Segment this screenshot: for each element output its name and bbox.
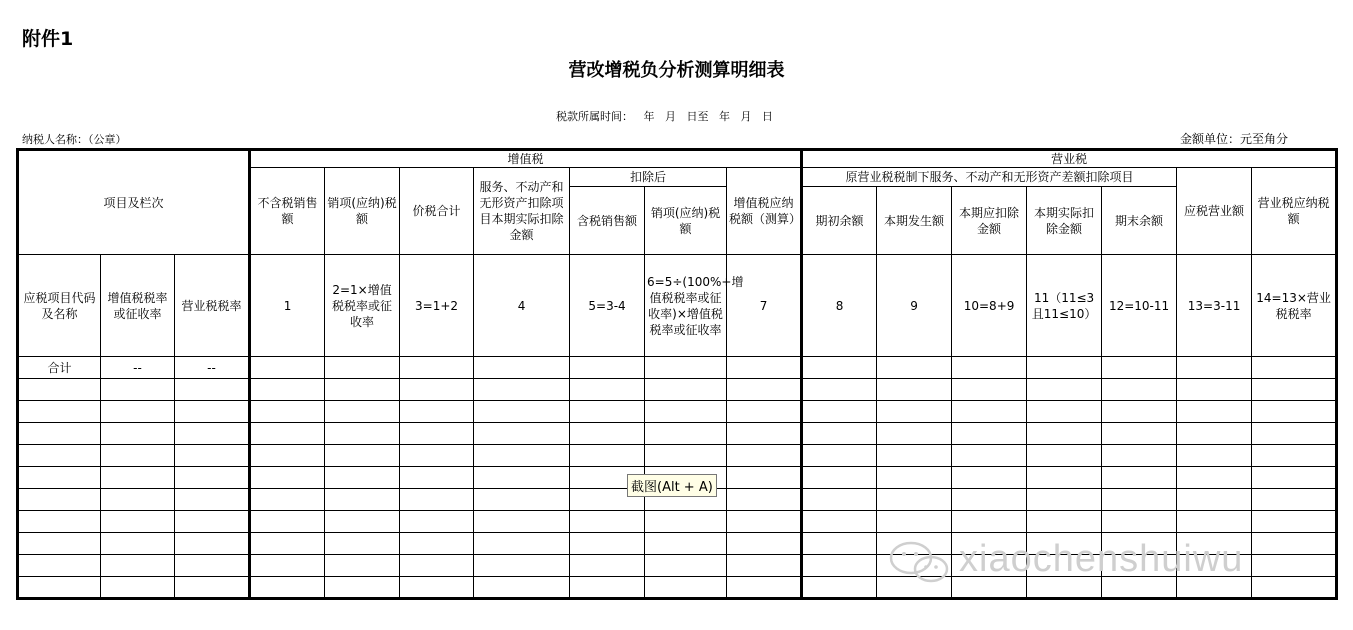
table-cell[interactable] (250, 445, 325, 467)
table-cell[interactable] (18, 379, 101, 401)
table-cell[interactable] (570, 533, 645, 555)
total-business-rate: -- (175, 357, 250, 379)
table-cell[interactable] (1252, 445, 1337, 467)
table-cell[interactable] (877, 467, 952, 489)
col-header-7: 增值税应纳税额（测算） (727, 168, 802, 255)
table-cell[interactable] (18, 445, 101, 467)
table-cell[interactable] (877, 445, 952, 467)
table-cell[interactable] (474, 379, 570, 401)
tax-period: 税款所属时间： 年 月 日至 年 月 日 (556, 110, 773, 123)
col-header-1: 不含税销售额 (250, 168, 325, 255)
table-cell[interactable] (175, 489, 250, 511)
table-cell[interactable] (400, 533, 474, 555)
table-cell[interactable] (101, 577, 175, 599)
formula-7: 7 (727, 255, 802, 357)
table-cell[interactable] (727, 511, 802, 533)
table-cell[interactable] (1102, 467, 1177, 489)
table-cell[interactable] (727, 467, 802, 489)
watermark (885, 538, 1315, 586)
table-cell[interactable] (325, 511, 400, 533)
table-cell[interactable] (400, 401, 474, 423)
table-cell[interactable] (645, 357, 727, 379)
table-row (18, 511, 1337, 533)
total-vat-rate: -- (101, 357, 175, 379)
table-cell[interactable] (175, 467, 250, 489)
table-cell[interactable] (400, 511, 474, 533)
table-cell[interactable] (570, 423, 645, 445)
tax-analysis-table (16, 148, 1338, 600)
table-cell[interactable] (877, 423, 952, 445)
formula-13: 13=3-11 (1177, 255, 1252, 357)
col-header-5: 含税销售额 (570, 187, 645, 255)
table-cell[interactable] (645, 401, 727, 423)
table-cell[interactable] (175, 401, 250, 423)
table-cell[interactable] (250, 379, 325, 401)
table-cell[interactable] (1102, 379, 1177, 401)
table-cell[interactable] (474, 401, 570, 423)
table-cell[interactable] (250, 489, 325, 511)
table-cell[interactable] (727, 379, 802, 401)
table-cell[interactable] (400, 555, 474, 577)
table-cell[interactable] (474, 511, 570, 533)
table-cell[interactable] (18, 555, 101, 577)
col-header-12: 期末余额 (1102, 187, 1177, 255)
formula-10: 10=8+9 (952, 255, 1027, 357)
table-cell[interactable] (325, 423, 400, 445)
col-header-8: 期初余额 (802, 187, 877, 255)
table-cell[interactable] (400, 357, 474, 379)
col-header-4: 服务、不动产和无形资产扣除项目本期实际扣除金额 (474, 168, 570, 255)
table-cell[interactable] (175, 555, 250, 577)
table-cell[interactable] (400, 379, 474, 401)
formula-9: 9 (877, 255, 952, 357)
table-row (18, 379, 1337, 401)
row-header-item-code: 应税项目代码及名称 (18, 255, 101, 357)
table-cell[interactable] (325, 489, 400, 511)
screenshot-tooltip: 截图(Alt + A) (627, 474, 717, 497)
after-deduction-header: 扣除后 (570, 168, 727, 187)
table-cell[interactable] (1027, 445, 1102, 467)
table-cell[interactable] (400, 445, 474, 467)
table-cell[interactable] (952, 467, 1027, 489)
col-header-2: 销项(应纳)税额 (325, 168, 400, 255)
table-cell[interactable] (570, 401, 645, 423)
table-cell[interactable] (570, 577, 645, 599)
table-cell[interactable] (175, 379, 250, 401)
row-header-vat-rate: 增值税税率或征收率 (101, 255, 175, 357)
corner-header: 项目及栏次 (18, 150, 250, 255)
table-cell[interactable] (175, 423, 250, 445)
table-cell[interactable] (645, 577, 727, 599)
table-cell[interactable] (18, 489, 101, 511)
table-cell[interactable] (175, 533, 250, 555)
table-cell[interactable] (250, 555, 325, 577)
table-cell[interactable] (18, 533, 101, 555)
attachment-label: 附件1 (22, 28, 74, 50)
vat-group-header: 增值税 (250, 150, 802, 168)
table-cell[interactable] (250, 357, 325, 379)
table-cell[interactable] (101, 401, 175, 423)
table-cell[interactable] (802, 357, 877, 379)
table-cell[interactable] (1102, 423, 1177, 445)
formula-14: 14=13×营业税税率 (1252, 255, 1337, 357)
table-cell[interactable] (952, 357, 1027, 379)
table-cell[interactable] (474, 533, 570, 555)
table-cell[interactable] (18, 467, 101, 489)
table-cell[interactable] (474, 577, 570, 599)
col-header-9: 本期发生额 (877, 187, 952, 255)
table-cell[interactable] (1177, 379, 1252, 401)
table-cell[interactable] (877, 489, 952, 511)
watermark-text: xiaochenshuiwu (959, 538, 1244, 580)
table-cell[interactable] (474, 423, 570, 445)
table-cell[interactable] (727, 423, 802, 445)
table-cell[interactable] (474, 445, 570, 467)
table-cell[interactable] (570, 445, 645, 467)
row-header-business-rate: 营业税税率 (175, 255, 250, 357)
table-cell[interactable] (400, 489, 474, 511)
table-cell[interactable] (877, 357, 952, 379)
table-cell[interactable] (400, 467, 474, 489)
table-cell[interactable] (175, 511, 250, 533)
taxpayer-name: 纳税人名称：（公章） (22, 133, 127, 146)
table-cell[interactable] (952, 511, 1027, 533)
table-cell[interactable] (645, 511, 727, 533)
table-cell[interactable] (101, 533, 175, 555)
formula-8: 8 (802, 255, 877, 357)
formula-4: 4 (474, 255, 570, 357)
table-cell[interactable] (325, 533, 400, 555)
table-cell[interactable] (645, 555, 727, 577)
table-cell[interactable] (18, 577, 101, 599)
table-cell[interactable] (1027, 467, 1102, 489)
table-cell[interactable] (645, 445, 727, 467)
table-cell[interactable] (1252, 401, 1337, 423)
table-cell[interactable] (325, 445, 400, 467)
table-cell[interactable] (1252, 357, 1337, 379)
table-cell[interactable] (1252, 511, 1337, 533)
table-cell[interactable] (474, 555, 570, 577)
table-cell[interactable] (570, 357, 645, 379)
table-cell[interactable] (1027, 511, 1102, 533)
table-cell[interactable] (1027, 357, 1102, 379)
table-cell[interactable] (952, 423, 1027, 445)
col-header-13: 应税营业额 (1177, 168, 1252, 255)
document-title: 营改增税负分析测算明细表 (568, 60, 785, 81)
table-cell[interactable] (877, 379, 952, 401)
formula-6: 6=5÷(100%+增值税税率或征收率)×增值税税率或征收率 (645, 255, 727, 357)
table-row (18, 401, 1337, 423)
table-cell[interactable] (175, 577, 250, 599)
amount-unit: 金额单位：元至角分 (1180, 132, 1289, 146)
table-cell[interactable] (101, 445, 175, 467)
table-cell[interactable] (1177, 489, 1252, 511)
formula-2: 2=1×增值税税率或征收率 (325, 255, 400, 357)
col-header-11: 本期实际扣除金额 (1027, 187, 1102, 255)
table-cell[interactable] (400, 423, 474, 445)
table-cell[interactable] (101, 489, 175, 511)
table-cell[interactable] (1252, 379, 1337, 401)
table-cell[interactable] (18, 511, 101, 533)
table-cell[interactable] (474, 467, 570, 489)
table-cell[interactable] (250, 423, 325, 445)
table-cell[interactable] (1177, 511, 1252, 533)
table-cell[interactable] (877, 511, 952, 533)
table-cell[interactable] (877, 401, 952, 423)
table-row (18, 423, 1337, 445)
table-cell[interactable] (1177, 467, 1252, 489)
table-cell[interactable] (570, 379, 645, 401)
table-cell[interactable] (645, 423, 727, 445)
table-cell[interactable] (1102, 511, 1177, 533)
table-cell[interactable] (101, 423, 175, 445)
table-cell[interactable] (727, 445, 802, 467)
table-cell[interactable] (1102, 401, 1177, 423)
table-cell[interactable] (250, 511, 325, 533)
table-cell[interactable] (101, 379, 175, 401)
table-cell[interactable] (952, 379, 1027, 401)
table-cell[interactable] (474, 489, 570, 511)
table-cell[interactable] (1027, 379, 1102, 401)
original-business-tax-header: 原营业税税制下服务、不动产和无形资产差额扣除项目 (802, 168, 1177, 187)
table-cell[interactable] (1252, 489, 1337, 511)
table-cell[interactable] (101, 511, 175, 533)
total-label: 合计 (18, 357, 101, 379)
col-header-10: 本期应扣除金额 (952, 187, 1027, 255)
table-cell[interactable] (250, 401, 325, 423)
table-cell[interactable] (802, 379, 877, 401)
table-cell[interactable] (400, 577, 474, 599)
table-cell[interactable] (802, 467, 877, 489)
table-cell[interactable] (474, 357, 570, 379)
table-cell[interactable] (802, 511, 877, 533)
table-cell[interactable] (727, 533, 802, 555)
table-cell[interactable] (952, 489, 1027, 511)
table-cell[interactable] (1177, 423, 1252, 445)
table-cell[interactable] (1027, 401, 1102, 423)
table-cell[interactable] (1102, 445, 1177, 467)
table-cell[interactable] (18, 423, 101, 445)
table-cell[interactable] (727, 489, 802, 511)
formula-3: 3=1+2 (400, 255, 474, 357)
formula-1: 1 (250, 255, 325, 357)
table-cell[interactable] (1252, 423, 1337, 445)
table-cell[interactable] (1027, 423, 1102, 445)
wechat-logo-icon (885, 538, 959, 586)
table-cell[interactable] (802, 533, 877, 555)
table-cell[interactable] (727, 577, 802, 599)
formula-11: 11（11≤3且11≤10） (1027, 255, 1102, 357)
table-cell[interactable] (250, 533, 325, 555)
table-cell[interactable] (570, 511, 645, 533)
business-tax-group-header: 营业税 (802, 150, 1337, 168)
table-cell[interactable] (1102, 489, 1177, 511)
table-cell[interactable] (570, 555, 645, 577)
table-cell[interactable] (325, 577, 400, 599)
table-cell[interactable] (1177, 445, 1252, 467)
table-cell[interactable] (101, 467, 175, 489)
table-cell[interactable] (802, 401, 877, 423)
table-cell[interactable] (727, 555, 802, 577)
table-cell[interactable] (18, 401, 101, 423)
total-row (18, 357, 1337, 379)
col-header-14: 营业税应纳税额 (1252, 168, 1337, 255)
table-cell[interactable] (802, 489, 877, 511)
formula-5: 5=3-4 (570, 255, 645, 357)
table-cell[interactable] (325, 401, 400, 423)
table-cell[interactable] (175, 445, 250, 467)
table-cell[interactable] (325, 467, 400, 489)
table-cell[interactable] (250, 577, 325, 599)
table-cell[interactable] (802, 555, 877, 577)
table-row (18, 445, 1337, 467)
table-cell[interactable] (802, 445, 877, 467)
table-cell[interactable] (645, 533, 727, 555)
table-cell[interactable] (250, 467, 325, 489)
table-cell[interactable] (802, 423, 877, 445)
table-cell[interactable] (1102, 357, 1177, 379)
formula-12: 12=10-11 (1102, 255, 1177, 357)
col-header-6: 销项(应纳)税额 (645, 187, 727, 255)
table-cell[interactable] (1252, 467, 1337, 489)
table-cell[interactable] (1177, 357, 1252, 379)
col-header-3: 价税合计 (400, 168, 474, 255)
table-cell[interactable] (325, 379, 400, 401)
table-cell[interactable] (727, 401, 802, 423)
table-cell[interactable] (1027, 489, 1102, 511)
table-cell[interactable] (727, 357, 802, 379)
table-cell[interactable] (645, 379, 727, 401)
table-cell[interactable] (325, 357, 400, 379)
table-cell[interactable] (952, 445, 1027, 467)
table-cell[interactable] (802, 577, 877, 599)
table-cell[interactable] (1177, 401, 1252, 423)
table-cell[interactable] (952, 401, 1027, 423)
table-cell[interactable] (325, 555, 400, 577)
table-cell[interactable] (101, 555, 175, 577)
